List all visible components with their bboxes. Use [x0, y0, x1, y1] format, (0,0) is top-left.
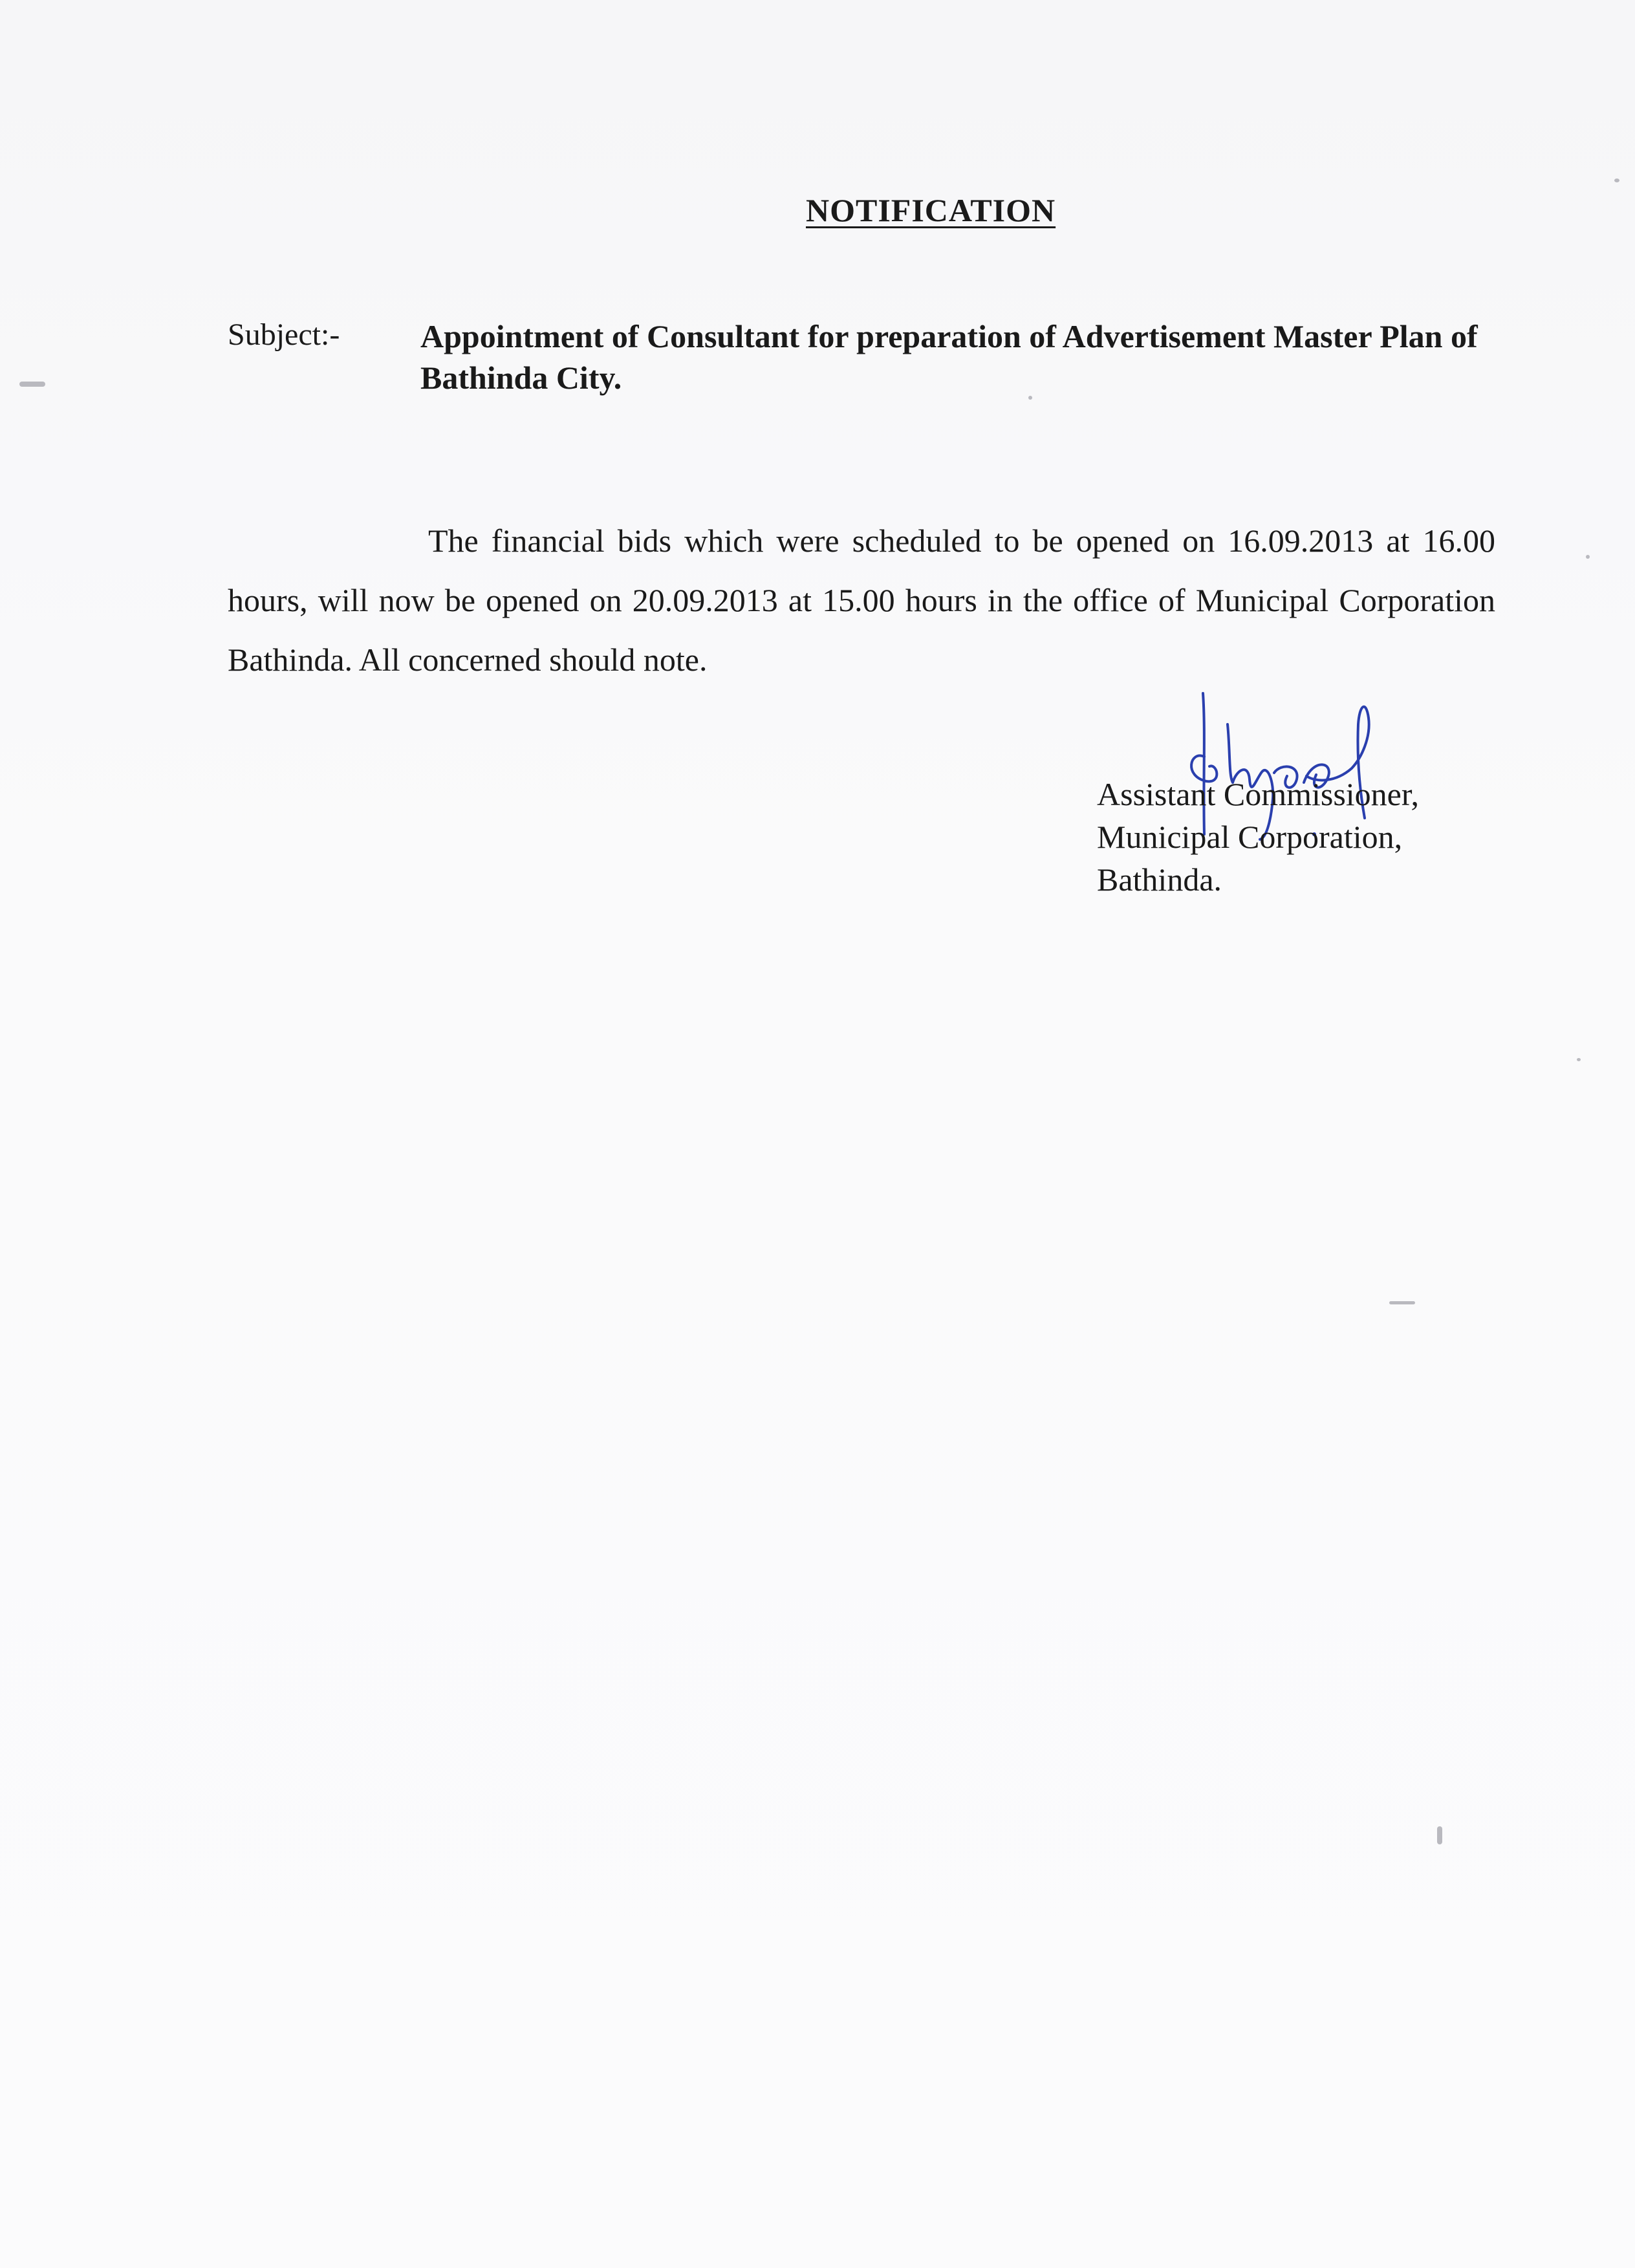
document-title: NOTIFICATION — [806, 192, 1056, 228]
paper-speck — [1437, 1826, 1442, 1844]
subject-label: Subject:- — [228, 318, 340, 352]
paper-speck — [1577, 1058, 1581, 1061]
paper-speck — [1586, 555, 1590, 559]
signatory-organization: Municipal Corporation, — [1097, 819, 1403, 855]
subject-text: Appointment of Consultant for preparation of Advertisement Master Plan of Bathinda City. — [420, 318, 1478, 396]
paper-speck — [1028, 396, 1032, 400]
paper-speck — [1389, 1301, 1415, 1304]
paper-speck — [1614, 178, 1619, 182]
notification-body: The financial bids which were scheduled to be opened on 16.09.2013 at 16.00 hours, will now be opened on 20.09.2013 at 15.00 hours in the office of Municipal Corporation Bathinda. All concerned should note. — [228, 523, 1495, 678]
signature-block — [1097, 773, 1419, 901]
signatory-location: Bathinda. — [1097, 861, 1222, 898]
signatory-designation: Assistant Commissioner, — [1097, 776, 1420, 812]
paper-speck — [19, 382, 45, 387]
